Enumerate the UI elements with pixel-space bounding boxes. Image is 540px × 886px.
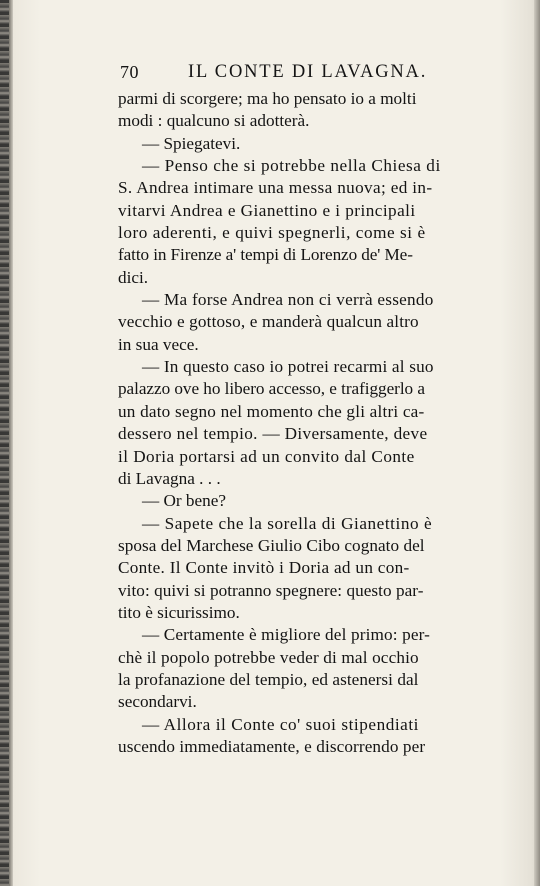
text-line: — Penso che si potrebbe nella Chiesa di [142, 156, 441, 176]
text-line: S. Andrea intimare una messa nuova; ed in- [118, 178, 433, 198]
text-line: — Spiegatevi. [142, 133, 241, 153]
text-line: — In questo caso io potrei recarmi al suo [142, 357, 434, 377]
text-line: il Doria portarsi ad un convito dal Conte [118, 446, 415, 466]
text-line: — Sapete che la sorella di Gianettino è [142, 513, 433, 533]
text-line: in sua vece. [118, 334, 199, 354]
page-header [120, 62, 442, 88]
text-line: parmi di scorgere; ma ho pensato io a molti [118, 89, 417, 108]
text-line: tito è sicurissimo. [118, 602, 240, 622]
text-line: — Certamente è migliore del primo: per- [142, 625, 431, 645]
text-line: la profanazione del tempio, ed astenersi dal [118, 669, 419, 689]
running-title: IL CONTE DI LAVAGNA. [188, 62, 428, 82]
text-line: dici. [118, 267, 149, 287]
text-line: fatto in Firenze a' tempi di Lorenzo de' Me- [118, 245, 413, 265]
text-line: dessero nel tempio. — Diversamente, deve [118, 424, 428, 444]
page-number: 70 [120, 62, 139, 82]
text-line: — Or bene? [142, 491, 226, 511]
text-line: palazzo ove ho libero accesso, e trafiggerlo a [118, 379, 425, 399]
text-line: — Allora il Conte co' suoi stipendiati [142, 714, 420, 734]
text-line: vecchio e gottoso, e manderà qualcun altro [118, 312, 419, 332]
text-line: secondarvi. [118, 692, 197, 712]
text-line: — Ma forse Andrea non ci verrà essendo [142, 290, 434, 310]
text-line: uscendo immediatamente, e discorrendo per [118, 736, 426, 756]
text-line: Conte. Il Conte invitò i Doria ad un con- [118, 558, 410, 578]
text-line: loro aderenti, e quivi spegnerli, come si è [118, 223, 426, 243]
text-line: vito: quivi si potranno spegnere: questo par- [118, 580, 424, 600]
text-line: modi : qualcuno si adotterà. [118, 111, 310, 131]
text-line: chè il popolo potrebbe veder di mal occhio [118, 647, 419, 667]
text-line: di Lavagna . . . [118, 468, 221, 488]
text-line: un dato segno nel momento che gli altri ca- [118, 401, 425, 421]
text-line: sposa del Marchese Giulio Cibo cognato del [118, 535, 425, 555]
body-text [118, 88, 484, 758]
page-binding-edge [0, 0, 9, 886]
page-right-edge [534, 0, 540, 886]
page-binding-shadow [9, 0, 13, 886]
text-line: vitarvi Andrea e Gianettino e i principali [118, 200, 416, 220]
